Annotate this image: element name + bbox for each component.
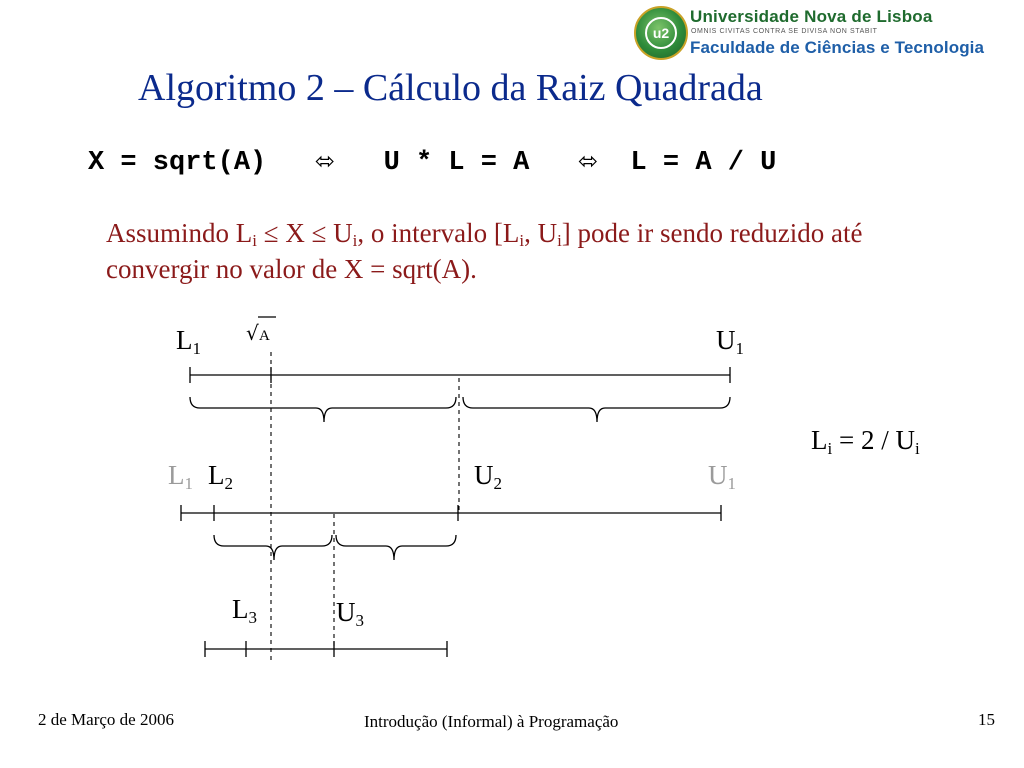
- brace-left-2: [214, 535, 332, 560]
- desc-seg: , U: [524, 218, 558, 248]
- label-text: L: [176, 325, 193, 355]
- label-text: L: [168, 460, 185, 490]
- label-l2: [208, 460, 233, 491]
- footer-date: 2 de Março de 2006: [38, 710, 174, 729]
- footer-page-number: 15: [978, 710, 995, 729]
- label-l1: [176, 325, 201, 356]
- label-text: L: [811, 425, 828, 455]
- equivalence-arrow-icon: ⬄: [578, 147, 599, 175]
- label-sub: 3: [355, 611, 364, 630]
- label-text: = 2 / U: [832, 425, 915, 455]
- sqrt-a-symbol: √: [246, 321, 259, 345]
- footer-course-title: Introdução (Informal) à Programação: [364, 712, 619, 731]
- label-text: L: [208, 460, 225, 490]
- label-text: U: [716, 325, 736, 355]
- label-sub: 1: [727, 474, 736, 493]
- label-l3: [232, 594, 257, 625]
- label-sub: i: [914, 439, 920, 458]
- equivalence-arrow-icon: ⬄: [314, 147, 335, 175]
- brace-right-1: [463, 397, 730, 422]
- logo-faculty-name: Faculdade de Ciências e Tecnologia: [690, 38, 985, 57]
- logo-motto: OMNIS CIVITAS CONTRA SE DIVISA NON STABIT: [691, 28, 878, 35]
- brace-right-2: [336, 535, 456, 560]
- desc-sub: i: [352, 231, 358, 250]
- desc-sub: i: [252, 231, 257, 250]
- label-sub: 3: [248, 608, 257, 627]
- slide-title: Algoritmo 2 – Cálculo da Raiz Quadrada: [138, 67, 763, 109]
- label-text: U: [336, 597, 356, 627]
- label-sub: 1: [192, 339, 201, 358]
- label-text: L: [232, 594, 249, 624]
- label-sub: 1: [735, 339, 744, 358]
- label-l1-faded: [168, 460, 193, 491]
- desc-sub: i: [519, 231, 525, 250]
- label-u2: [474, 460, 502, 491]
- desc-seg: Assumindo L: [106, 218, 253, 248]
- label-sub: 2: [493, 474, 502, 493]
- label-u1-faded: [708, 460, 736, 491]
- label-sub: i: [827, 439, 833, 458]
- label-sub: 1: [184, 474, 193, 493]
- formula-part-product: U * L = A: [383, 148, 530, 178]
- formula-part-division: L = A / U: [630, 148, 777, 178]
- desc-seg: , o intervalo [L: [357, 218, 520, 248]
- desc-seg: ≤ X ≤ U: [257, 218, 353, 248]
- seal-text: u2: [645, 17, 677, 49]
- sqrt-a-argument: A: [259, 328, 270, 344]
- desc-sub: i: [557, 231, 562, 250]
- desc-seg: ] pode ir sendo reduzido até convergir no valor de X = sqrt(A).: [106, 218, 863, 284]
- relation-label: [811, 425, 920, 456]
- label-u1: [716, 325, 744, 356]
- logo-university-name: Universidade Nova de Lisboa: [690, 7, 933, 26]
- label-sub: 2: [224, 474, 233, 493]
- label-text: U: [708, 460, 728, 490]
- formula-part-sqrt: X = sqrt(A): [88, 148, 267, 178]
- label-text: U: [474, 460, 494, 490]
- brace-left-1: [190, 397, 456, 422]
- label-u3: [336, 597, 364, 628]
